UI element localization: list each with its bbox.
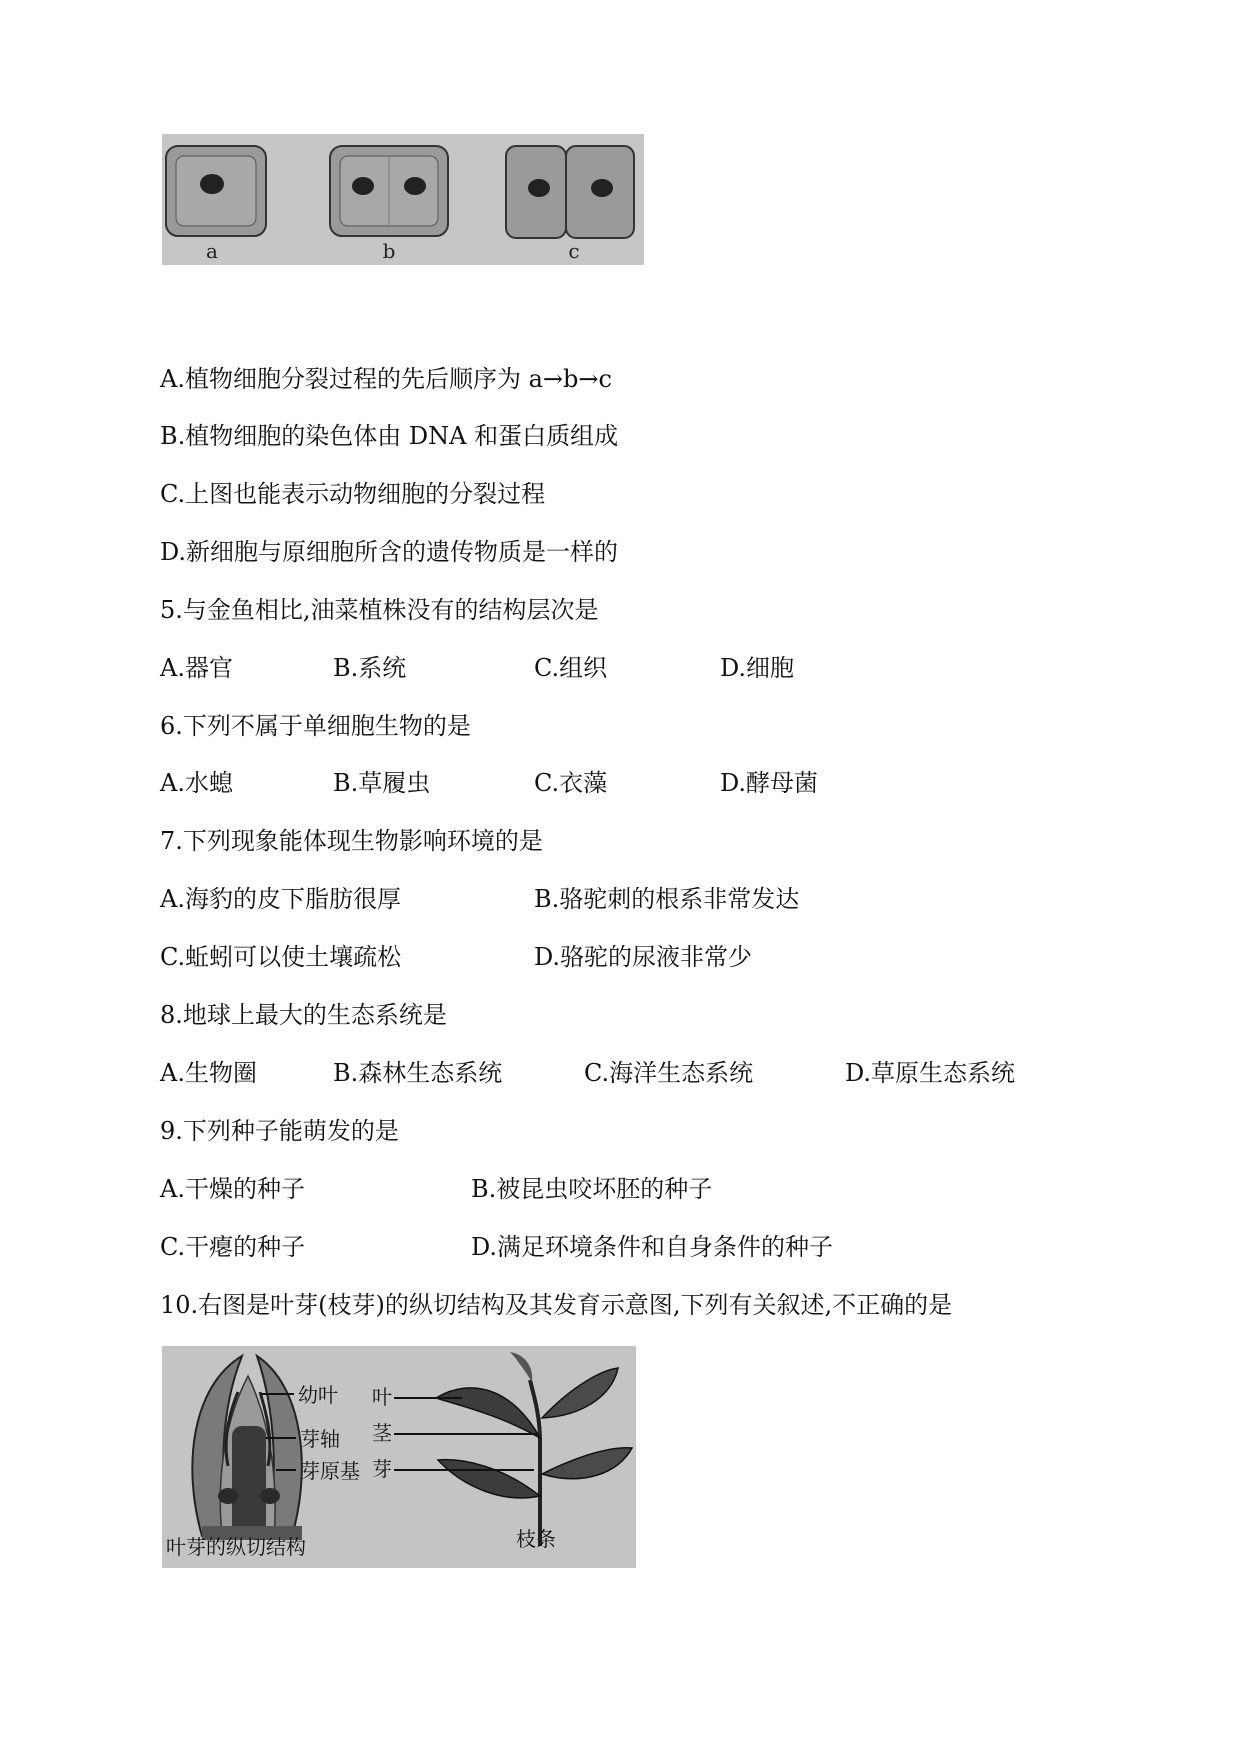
q6-option-a: A.水螅 [160,769,233,797]
q4-option-b: B.植物细胞的染色体由 DNA 和蛋白质组成 [160,422,619,450]
q7-option-d: D.骆驼的尿液非常少 [534,943,753,971]
q9-option-a: A.干燥的种子 [160,1175,305,1203]
q6-option-d: D.酵母菌 [720,769,819,797]
q5-stem: 5.与金鱼相比,油菜植株没有的结构层次是 [160,596,599,624]
q7-option-b: B.骆驼刺的根系非常发达 [534,885,800,913]
caption-branch: 枝条 [516,1527,556,1551]
q4-option-c: C.上图也能表示动物细胞的分裂过程 [160,480,546,508]
leaf-bud-figure [162,1346,636,1568]
q7-option-a: A.海豹的皮下脂肪很厚 [160,885,401,913]
q10-stem: 10.右图是叶芽(枝芽)的纵切结构及其发育示意图,下列有关叙述,不正确的是 [160,1291,953,1319]
q6-option-c: C.衣藻 [534,769,608,797]
q5-option-c: C.组织 [534,654,608,682]
caption-bud-section: 叶芽的纵切结构 [166,1535,306,1559]
q7-stem: 7.下列现象能体现生物影响环境的是 [160,827,543,855]
cell-label-b: b [382,239,396,263]
q8-option-d: D.草原生态系统 [845,1059,1016,1087]
nucleus-icon [528,179,550,197]
nucleus-icon [200,174,224,194]
nucleus-icon [404,177,426,195]
cell-label-c: c [568,239,580,263]
q5-option-a: A.器官 [160,654,233,682]
q4-option-a: A.植物细胞分裂过程的先后顺序为 a→b→c [160,365,612,393]
q5-option-d: D.细胞 [720,654,795,682]
branch-label-stem: 茎 [372,1421,392,1445]
q8-option-c: C.海洋生态系统 [584,1059,754,1087]
q9-option-d: D.满足环境条件和自身条件的种子 [471,1233,834,1261]
q7-option-c: C.蚯蚓可以使土壤疏松 [160,943,402,971]
nucleus-icon [352,177,374,195]
q8-option-b: B.森林生态系统 [333,1059,503,1087]
q9-option-b: B.被昆虫咬坏胚的种子 [471,1175,713,1203]
nucleus-icon [591,179,613,197]
q6-stem: 6.下列不属于单细胞生物的是 [160,712,471,740]
q5-option-b: B.系统 [333,654,407,682]
cell-label-a: a [206,239,218,263]
bud-label-bud-primordium: 芽原基 [300,1459,360,1483]
q9-stem: 9.下列种子能萌发的是 [160,1117,399,1145]
bud-label-young-leaf: 幼叶 [298,1383,338,1407]
branch-label-bud: 芽 [372,1457,392,1481]
q8-option-a: A.生物圈 [160,1059,257,1087]
q9-option-c: C.干瘪的种子 [160,1233,306,1261]
q6-option-b: B.草履虫 [333,769,431,797]
branch-label-leaf: 叶 [372,1385,392,1409]
q4-option-d: D.新细胞与原细胞所含的遗传物质是一样的 [160,538,619,566]
cell-division-figure [162,134,644,265]
bud-label-bud-axis: 芽轴 [300,1427,340,1451]
q8-stem: 8.地球上最大的生态系统是 [160,1001,447,1029]
